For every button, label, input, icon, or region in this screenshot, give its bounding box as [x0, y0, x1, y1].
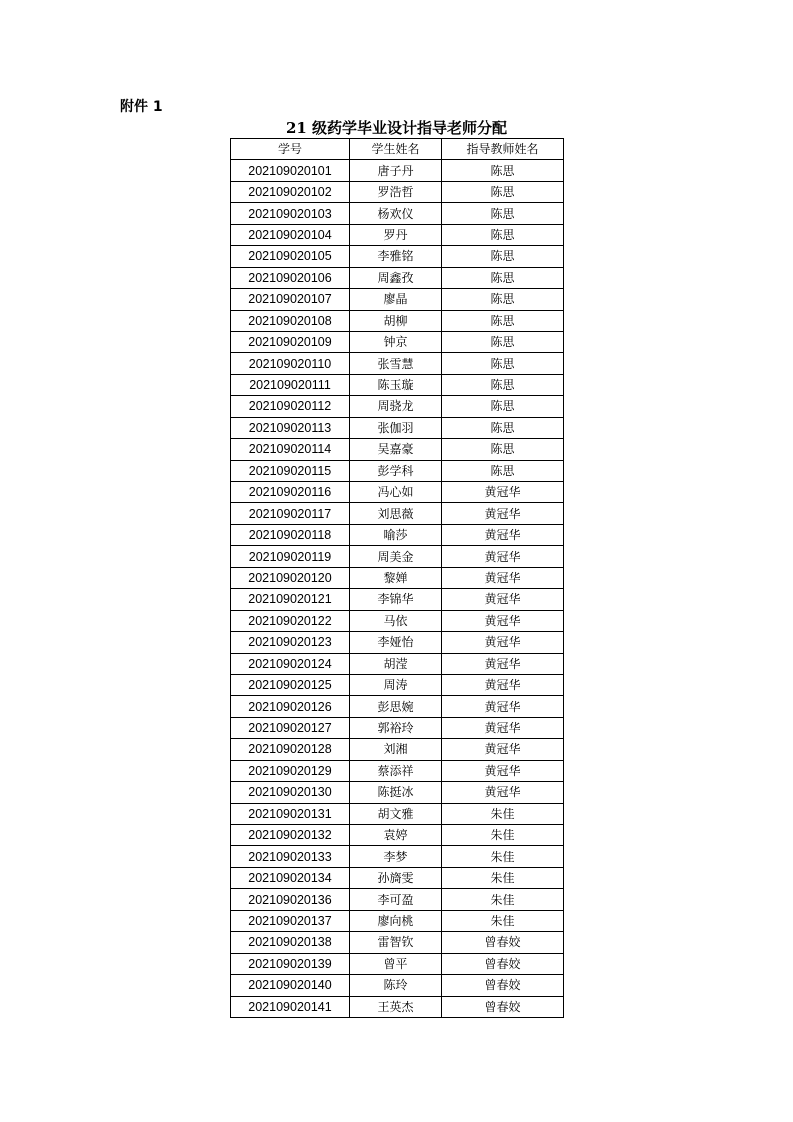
- advisor-name-cell: 陈思: [442, 396, 564, 417]
- student-name-cell: 李梦: [350, 846, 442, 867]
- table-row: [231, 224, 564, 245]
- student-name-cell: 彭思婉: [350, 696, 442, 717]
- student-id-cell: 202109020102: [231, 181, 350, 202]
- table-row: [231, 825, 564, 846]
- student-id-cell: 202109020120: [231, 567, 350, 588]
- table-row: [231, 374, 564, 395]
- table-row: [231, 632, 564, 653]
- advisor-name-cell: 黄冠华: [442, 589, 564, 610]
- table-row: [231, 803, 564, 824]
- advisor-name-cell: 黄冠华: [442, 503, 564, 524]
- student-name-cell: 廖晶: [350, 289, 442, 310]
- header-advisor-name: 指导教师姓名: [442, 139, 564, 160]
- advisor-name-cell: 黄冠华: [442, 482, 564, 503]
- advisor-name-cell: 黄冠华: [442, 610, 564, 631]
- student-name-cell: 彭学科: [350, 460, 442, 481]
- student-id-cell: 202109020106: [231, 267, 350, 288]
- advisor-name-cell: 黄冠华: [442, 653, 564, 674]
- student-id-cell: 202109020137: [231, 910, 350, 931]
- student-id-cell: 202109020141: [231, 996, 350, 1017]
- advisor-name-cell: 黄冠华: [442, 674, 564, 695]
- advisor-name-cell: 陈思: [442, 310, 564, 331]
- advisor-name-cell: 曾春姣: [442, 975, 564, 996]
- student-id-cell: 202109020129: [231, 760, 350, 781]
- student-id-cell: 202109020124: [231, 653, 350, 674]
- advisor-name-cell: 陈思: [442, 160, 564, 181]
- student-id-cell: 202109020101: [231, 160, 350, 181]
- student-name-cell: 周骁龙: [350, 396, 442, 417]
- advisor-name-cell: 朱佳: [442, 846, 564, 867]
- advisor-name-cell: 陈思: [442, 181, 564, 202]
- student-id-cell: 202109020126: [231, 696, 350, 717]
- student-name-cell: 马依: [350, 610, 442, 631]
- table-row: [231, 932, 564, 953]
- student-name-cell: 刘湘: [350, 739, 442, 760]
- advisor-name-cell: 朱佳: [442, 889, 564, 910]
- student-id-cell: 202109020111: [231, 374, 350, 395]
- student-id-cell: 202109020116: [231, 482, 350, 503]
- student-id-cell: 202109020139: [231, 953, 350, 974]
- table-row: [231, 589, 564, 610]
- student-id-cell: 202109020115: [231, 460, 350, 481]
- table-row: [231, 696, 564, 717]
- student-id-cell: 202109020128: [231, 739, 350, 760]
- table-row: [231, 160, 564, 181]
- table-row: [231, 953, 564, 974]
- student-id-cell: 202109020105: [231, 246, 350, 267]
- student-id-cell: 202109020136: [231, 889, 350, 910]
- advisor-name-cell: 黄冠华: [442, 760, 564, 781]
- table-row: [231, 846, 564, 867]
- student-id-cell: 202109020108: [231, 310, 350, 331]
- table-row: [231, 975, 564, 996]
- advisor-name-cell: 陈思: [442, 374, 564, 395]
- student-id-cell: 202109020130: [231, 782, 350, 803]
- table-row: [231, 782, 564, 803]
- student-id-cell: 202109020110: [231, 353, 350, 374]
- advisor-name-cell: 陈思: [442, 460, 564, 481]
- student-id-cell: 202109020138: [231, 932, 350, 953]
- student-id-cell: 202109020122: [231, 610, 350, 631]
- table-row: [231, 653, 564, 674]
- student-id-cell: 202109020118: [231, 524, 350, 545]
- table-row: [231, 267, 564, 288]
- student-name-cell: 陈玉璇: [350, 374, 442, 395]
- student-name-cell: 胡滢: [350, 653, 442, 674]
- student-name-cell: 刘思薇: [350, 503, 442, 524]
- student-name-cell: 罗丹: [350, 224, 442, 245]
- student-name-cell: 周美金: [350, 546, 442, 567]
- student-name-cell: 李娅怡: [350, 632, 442, 653]
- student-name-cell: 郭裕玲: [350, 717, 442, 738]
- student-name-cell: 袁婷: [350, 825, 442, 846]
- student-name-cell: 李锦华: [350, 589, 442, 610]
- student-name-cell: 孙旖雯: [350, 867, 442, 888]
- student-name-cell: 曾平: [350, 953, 442, 974]
- student-id-cell: 202109020134: [231, 867, 350, 888]
- student-id-cell: 202109020132: [231, 825, 350, 846]
- table-row: [231, 567, 564, 588]
- student-id-cell: 202109020119: [231, 546, 350, 567]
- table-row: [231, 503, 564, 524]
- student-name-cell: 唐子丹: [350, 160, 442, 181]
- table-row: [231, 246, 564, 267]
- student-id-cell: 202109020117: [231, 503, 350, 524]
- table-row: [231, 460, 564, 481]
- advisor-name-cell: 黄冠华: [442, 696, 564, 717]
- student-name-cell: 李可盈: [350, 889, 442, 910]
- advisor-assignment-table: [230, 138, 564, 1018]
- advisor-name-cell: 曾春姣: [442, 932, 564, 953]
- advisor-name-cell: 黄冠华: [442, 717, 564, 738]
- advisor-name-cell: 曾春姣: [442, 953, 564, 974]
- table-row: [231, 482, 564, 503]
- table-row: [231, 417, 564, 438]
- table-row: [231, 910, 564, 931]
- student-name-cell: 冯心如: [350, 482, 442, 503]
- table-row: [231, 396, 564, 417]
- table-row: [231, 203, 564, 224]
- advisor-name-cell: 黄冠华: [442, 739, 564, 760]
- student-id-cell: 202109020133: [231, 846, 350, 867]
- student-name-cell: 吴嘉豪: [350, 439, 442, 460]
- student-name-cell: 钟京: [350, 331, 442, 352]
- student-id-cell: 202109020113: [231, 417, 350, 438]
- student-name-cell: 张伽羽: [350, 417, 442, 438]
- student-name-cell: 罗浩哲: [350, 181, 442, 202]
- advisor-name-cell: 陈思: [442, 203, 564, 224]
- advisor-name-cell: 陈思: [442, 246, 564, 267]
- student-name-cell: 张雪慧: [350, 353, 442, 374]
- advisor-name-cell: 曾春姣: [442, 996, 564, 1017]
- advisor-name-cell: 黄冠华: [442, 524, 564, 545]
- table-header-row: [231, 139, 564, 160]
- student-name-cell: 胡文雅: [350, 803, 442, 824]
- table-row: [231, 353, 564, 374]
- table-row: [231, 739, 564, 760]
- student-id-cell: 202109020131: [231, 803, 350, 824]
- student-id-cell: 202109020140: [231, 975, 350, 996]
- table-row: [231, 289, 564, 310]
- student-id-cell: 202109020125: [231, 674, 350, 695]
- table-row: [231, 310, 564, 331]
- advisor-name-cell: 朱佳: [442, 910, 564, 931]
- attachment-label: 附件 1: [120, 99, 163, 115]
- advisor-name-cell: 朱佳: [442, 825, 564, 846]
- student-id-cell: 202109020127: [231, 717, 350, 738]
- advisor-name-cell: 朱佳: [442, 803, 564, 824]
- table-row: [231, 610, 564, 631]
- advisor-name-cell: 陈思: [442, 289, 564, 310]
- advisor-name-cell: 陈思: [442, 331, 564, 352]
- student-name-cell: 黎婵: [350, 567, 442, 588]
- student-id-cell: 202109020121: [231, 589, 350, 610]
- advisor-name-cell: 陈思: [442, 224, 564, 245]
- advisor-name-cell: 陈思: [442, 267, 564, 288]
- advisor-name-cell: 黄冠华: [442, 632, 564, 653]
- student-name-cell: 雷智钦: [350, 932, 442, 953]
- student-name-cell: 廖向桃: [350, 910, 442, 931]
- student-id-cell: 202109020123: [231, 632, 350, 653]
- page-title: 21 级药学毕业设计指导老师分配: [285, 119, 508, 137]
- table-row: [231, 889, 564, 910]
- student-name-cell: 喻莎: [350, 524, 442, 545]
- student-id-cell: 202109020112: [231, 396, 350, 417]
- header-student-id: 学号: [231, 139, 350, 160]
- student-id-cell: 202109020104: [231, 224, 350, 245]
- student-name-cell: 王英杰: [350, 996, 442, 1017]
- student-name-cell: 陈挺冰: [350, 782, 442, 803]
- advisor-name-cell: 陈思: [442, 417, 564, 438]
- student-name-cell: 胡柳: [350, 310, 442, 331]
- advisor-name-cell: 陈思: [442, 353, 564, 374]
- table-row: [231, 524, 564, 545]
- student-name-cell: 杨欢仪: [350, 203, 442, 224]
- student-id-cell: 202109020114: [231, 439, 350, 460]
- student-id-cell: 202109020109: [231, 331, 350, 352]
- table-row: [231, 867, 564, 888]
- table-row: [231, 674, 564, 695]
- student-id-cell: 202109020107: [231, 289, 350, 310]
- table-row: [231, 181, 564, 202]
- table-row: [231, 717, 564, 738]
- header-student-name: 学生姓名: [350, 139, 442, 160]
- table-row: [231, 546, 564, 567]
- student-name-cell: 陈玲: [350, 975, 442, 996]
- table-row: [231, 996, 564, 1017]
- table-row: [231, 439, 564, 460]
- student-name-cell: 蔡添祥: [350, 760, 442, 781]
- advisor-name-cell: 黄冠华: [442, 567, 564, 588]
- table-row: [231, 331, 564, 352]
- student-name-cell: 周鑫孜: [350, 267, 442, 288]
- advisor-name-cell: 陈思: [442, 439, 564, 460]
- table-body: [231, 160, 564, 1018]
- advisor-name-cell: 朱佳: [442, 867, 564, 888]
- student-name-cell: 李雅铭: [350, 246, 442, 267]
- advisor-name-cell: 黄冠华: [442, 546, 564, 567]
- student-id-cell: 202109020103: [231, 203, 350, 224]
- advisor-name-cell: 黄冠华: [442, 782, 564, 803]
- student-name-cell: 周涛: [350, 674, 442, 695]
- table-row: [231, 760, 564, 781]
